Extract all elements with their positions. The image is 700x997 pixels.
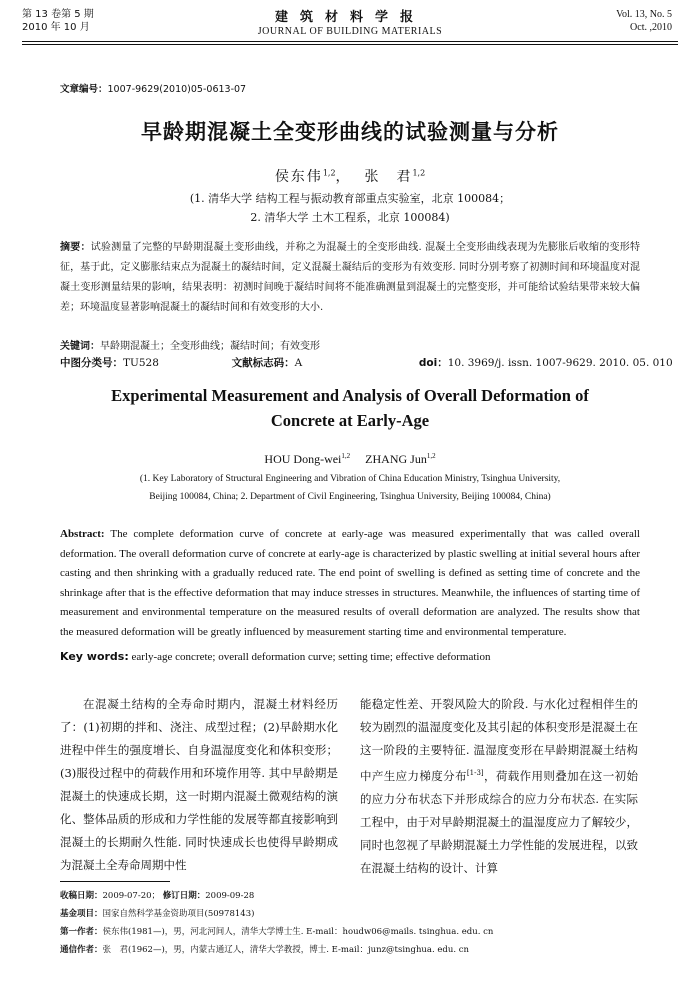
keywords-en bbox=[60, 650, 640, 663]
abstract-en-text: The complete deformation curve of concrete at early-age was measured experimentally that was called overall deformation. The overall deformation curve of concrete at early-age is characterized by plastic swelling at initial several hours after casting and then shrinking with a gradually reduced rate. The end point of swelling is defined as setting time of concrete and the shrinkage after that is the effective deformation that may induce stresses in structures. Meanwhile, the influences of starting time of measurement and environmental temperature on the measured results of overall deformation are analyzed. The results show that the measured deformation will be greatly influenced by measurement starting time and environmental temperature. bbox=[60, 528, 640, 638]
authors-cn bbox=[0, 166, 700, 186]
date-cn: 2010 年 10 月 bbox=[22, 22, 90, 33]
keywords-en-label: Key words: bbox=[60, 650, 129, 663]
header-center bbox=[200, 6, 500, 37]
keywords-cn-text: 早龄期混凝土；全变形曲线；凝结时间；有效变形 bbox=[100, 341, 320, 352]
citation-ref: [1-3] bbox=[466, 769, 484, 777]
body-right-text-b: ，荷载作用则叠加在这一初始的应力分布状态下并形成综合的应力分布状态. 在实际工程中，由于对早龄期混凝土的温湿度应力了解较少，同时也忽视了早龄期混凝土力学性能的发展进程，以致在混凝土结构的设计、计算 bbox=[360, 768, 639, 875]
date-en: Oct. ,2010 bbox=[630, 22, 672, 33]
keywords-en-text: early-age concrete; overall deformation curve; setting time; effective deformation bbox=[131, 651, 491, 663]
body-left-column: 在混凝土结构的全寿命时期内，混凝土材料经历了：(1)初期的拌和、浇注、成型过程；(2)早龄期水化进程中伴生的强度增长、自身温湿度变化和体积变形；(3)服役过程中的荷载作用和环境作用等. 其中早龄期是混凝土的快速成长期，这一时期内混凝土微观结构的演化、整体品质的形成和力学性能的发展等都直接影响到混凝土的长期耐久性能. 同时快速成长也使得早龄期成为混凝土全寿命周期中性 bbox=[60, 697, 338, 872]
doc-code-value: A bbox=[294, 357, 303, 369]
header-rule-thin bbox=[22, 44, 678, 45]
abstract-cn bbox=[60, 238, 640, 318]
body-right-text-a: 能稳定性差、开裂风险大的阶段. 与水化过程相伴生的较为剧烈的温湿度变化及其引起的体积变形是混凝土在这一阶段的主要特征. 温湿度变形在早龄期混凝土结构中产生应力梯度分布 bbox=[360, 697, 638, 783]
author-sep-cn: ， bbox=[335, 169, 352, 185]
clc-label: 中图分类号： bbox=[60, 357, 123, 369]
abstract-cn-label: 摘要： bbox=[60, 242, 91, 253]
title-en: Experimental Measurement and Analysis of Overall Deformation of Concrete at Early-Age bbox=[111, 386, 589, 430]
footnote-dates bbox=[60, 889, 254, 901]
doc-code-label: 文献标志码： bbox=[231, 357, 295, 369]
author-1-en bbox=[264, 452, 341, 466]
doi-label: doi： bbox=[418, 357, 448, 369]
authors-en bbox=[0, 452, 700, 467]
fund-label: 基金项目： bbox=[60, 909, 103, 919]
abstract-en bbox=[60, 525, 640, 642]
header-left bbox=[22, 8, 94, 34]
author-2-cn-affil: 1,2 bbox=[412, 168, 426, 178]
affiliation-cn-2: 2. 清华大学 土木工程系，北京 100084) bbox=[250, 211, 450, 224]
journal-name-en: JOURNAL OF BUILDING MATERIALS bbox=[257, 26, 443, 37]
author-2-cn: 张 君 bbox=[364, 169, 413, 185]
corresponding-author-label: 通信作者： bbox=[60, 945, 103, 955]
header-right bbox=[616, 8, 672, 34]
author-2-en: ZHANG Jun bbox=[365, 452, 427, 466]
article-number bbox=[60, 81, 246, 95]
volume-cn: 第 13 卷第 5 期 bbox=[22, 9, 94, 20]
footnote-rule bbox=[60, 881, 170, 882]
abstract-en-label: Abstract: bbox=[60, 528, 105, 540]
title-cn: 早龄期混凝土全变形曲线的试验测量与分析 bbox=[141, 120, 559, 144]
author-1-en-name: HOU Dong-wei bbox=[264, 452, 342, 466]
abstract-cn-text: 试验测量了完整的早龄期混凝土变形曲线，并称之为混凝土的全变形曲线. 混凝土全变形曲线表现为先膨胀后收缩的变形特征，基于此，定义膨胀结束点为混凝土的凝结时间，定义混凝土凝结后的变形为有效变形. 同时分别考察了初测时间和环境温度对混凝土变形测量结果的影响，结果表明：初测时间晚于凝结时间将不能准确测量到混凝土的完整变形，并可能给试验结果带来较大偏差；环境温度显著影响混凝土的凝结时间和有效变形的大小. bbox=[60, 242, 641, 313]
fund-value: 国家自然科学基金资助项目(50978143) bbox=[102, 909, 255, 919]
first-author-label: 第一作者： bbox=[60, 927, 103, 937]
corresponding-author-value: 张 君(1962—)，男，内蒙古通辽人，清华大学教授，博士. E-mail：junz@tsinghua. edu. cn bbox=[102, 945, 469, 955]
article-number-value: 1007-9629(2010)05-0613-07 bbox=[107, 84, 247, 95]
footnote-fund bbox=[60, 907, 254, 919]
footnote-corresponding-author bbox=[60, 943, 469, 955]
volume-en: Vol. 13, No. 5 bbox=[616, 9, 672, 20]
affiliation-en-1: (1. Key Laboratory of Structural Engineering and Vibration of China Education Ministry, Tsinghua University, bbox=[139, 474, 561, 484]
journal-name-cn: 建筑材料学报 bbox=[274, 10, 425, 25]
revised-value: 2009-09-28 bbox=[205, 891, 255, 901]
keywords-cn-label: 关键词： bbox=[60, 341, 100, 352]
affiliation-cn-1: (1. 清华大学 结构工程与振动教育部重点实验室，北京 100084； bbox=[189, 192, 511, 205]
affiliation-en-2: Beijing 100084, China; 2. Department of Civil Engineering, Tsinghua University, Beijing 100084, China) bbox=[149, 492, 551, 502]
article-number-label: 文章编号： bbox=[60, 84, 108, 95]
body-right-column bbox=[360, 693, 638, 880]
author-1-cn-affil: 1,2 bbox=[322, 168, 336, 178]
footnote-first-author bbox=[60, 925, 493, 937]
keywords-cn bbox=[60, 337, 320, 352]
author-1-cn: 侯东伟 bbox=[274, 169, 323, 185]
revised-label: 修订日期： bbox=[162, 891, 206, 901]
clc-value: TU528 bbox=[123, 357, 159, 369]
received-label: 收稿日期： bbox=[60, 891, 103, 901]
author-1-en-affil: 1,2 bbox=[341, 452, 351, 460]
classification-line bbox=[60, 355, 673, 370]
author-2-en-affil: 1,2 bbox=[426, 452, 436, 460]
first-author-value: 侯东伟(1981—)，男，河北河间人，清华大学博士生. E-mail：houdw06@mails. tsinghua. edu. cn bbox=[102, 927, 494, 937]
received-value: 2009-07-20； bbox=[102, 891, 161, 901]
header-rule-thick bbox=[22, 41, 678, 42]
doi-value: 10. 3969/j. issn. 1007-9629. 2010. 05. 010 bbox=[447, 357, 673, 369]
